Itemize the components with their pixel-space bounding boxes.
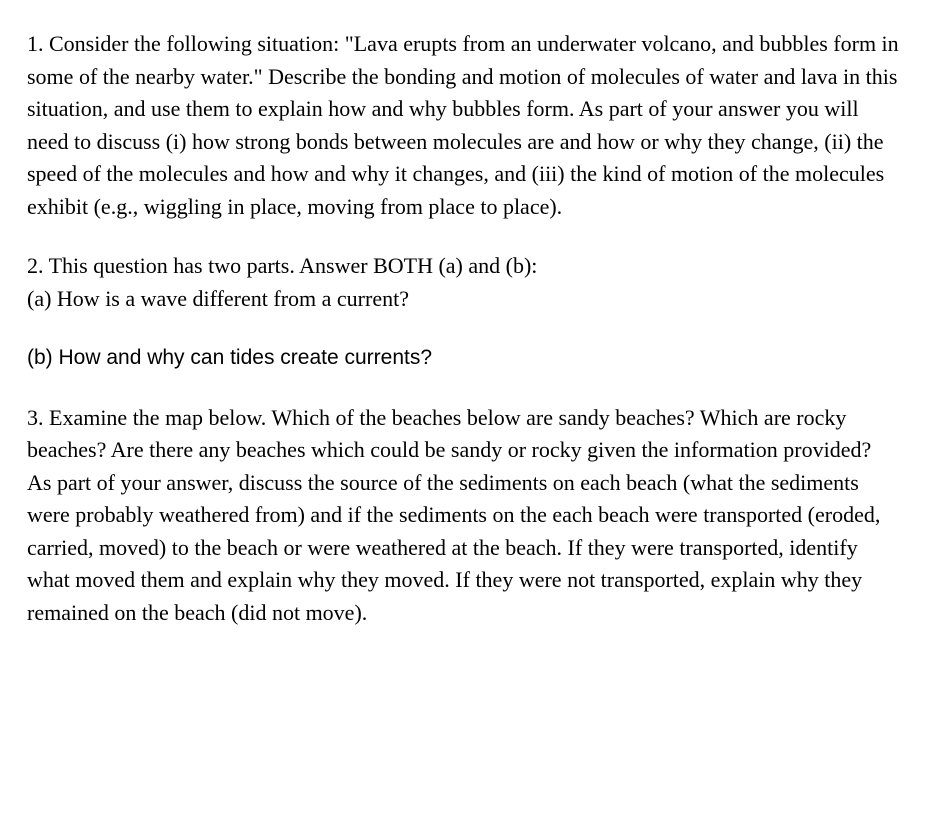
question-2-intro-and-part-a [27, 250, 899, 315]
question-2-part-a-text: (a) How is a wave different from a current? [27, 285, 409, 311]
question-2-part-b-text: (b) How and why can tides create currents? [27, 346, 433, 369]
question-2-intro-text: 2. This question has two parts. Answer BOTH (a) and (b): [27, 253, 538, 278]
question-1-text: 1. Consider the following situation: "Lava erupts from an underwater volcano, and bubbles form in some of the nearby water." Describe the bonding and motion of molecules of water and lava in this situation, and use them to explain how and why bubbles form. As part of your answer you will need to discuss (i) how strong bonds between molecules are and how or why they change, (ii) the speed of the molecules and how and why it changes, and (iii) the kind of motion of the molecules exhibit (e.g., wiggling in place, moving from place to place). [27, 31, 899, 219]
question-3-text: 3. Examine the map below. Which of the beaches below are sandy beaches? Which are rocky beaches? Are there any beaches which could be sandy or rocky given the information provided? As part of your answer, discuss the source of the sediments on each beach (what the sediments were probably weathered from) and if the sediments on the each beach were transported (eroded, carried, moved) to the beach or were weathered at the beach. If they were transported, identify what moved them and explain why they moved. If they were not transported, explain why they remained on the beach (did not move). [27, 404, 881, 625]
